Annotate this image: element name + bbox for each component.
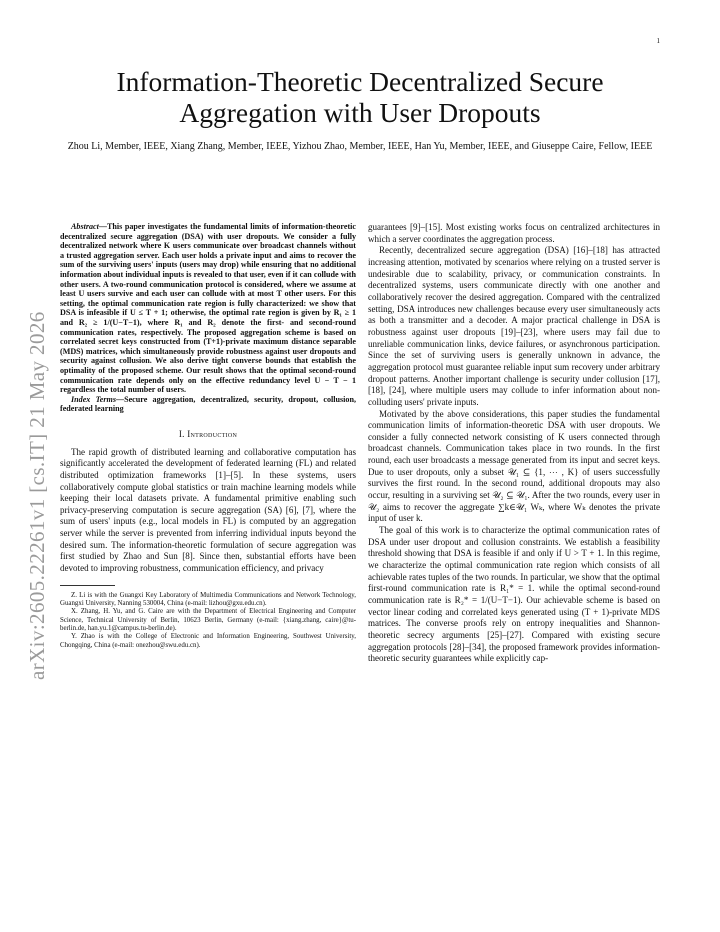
index-terms-label: Index Terms— [71,394,125,404]
paper-title: Information-Theoretic Decentralized Secure Aggregation with User Dropouts [116,66,604,128]
abstract-text: This paper investigates the fundamental limits of information-theoretic decentralized secure aggregation (DSA) with user dropouts. We consider a fully decentralized network where K users communicate over broadcast channels without a trusted aggregation server. Each user holds a private input and aims to recover the sum of the surviving users' inputs (users may drop) while ensuring that no additional information about individual inputs is revealed to that user, even if it can collude with other users. A two-round communication protocol is considered, where we assume at least U users survive and each user can collude with at most T other users. For this setting, the optimal communication rate region is fully characterized: we show that DSA is infeasible if U ≤ T + 1; otherwise, the optimal rate region is given by R₁ ≥ 1 and R₂ ≥ 1/(U−T−1), where R₁ and R₂ denote the first- and second-round communication rates, respectively. The proposed aggregation scheme is based on correlated secret keys constructed from (T+1)-private maximum distance separable (MDS) matrices, which simultaneously provide robustness against user dropouts and security against collusion. We also derive tight converse bounds that establish the optimality of the proposed scheme. Our result shows that the optimal second-round communication rate depends only on the effective redundancy level U − T − 1 regardless the total number of users. [60,222,356,395]
index-terms-text: Secure aggregation, decentralized, security, dropout, collusion, federated learning [60,394,357,414]
body-paragraph-motivation: Motivated by the above considerations, this paper studies the fundamental communication limits of information-theoretic DSA with user dropouts. We consider a fully connected network consisting of K users connected through broadcast channels. Communication takes place in two rounds. In the first round, each user broadcasts a message generated from its input and secret keys. Due to user dropouts, only a subset 𝒰₁ ⊆ {1, ⋯ , K} of users successfully survives the first round. In the second round, additional dropouts may also occur, resulting in a surviving set 𝒰₂ ⊆ 𝒰₁. After the two rounds, every user in 𝒰₂ aims to recover the aggregate ∑k∈𝒰₁ Wₖ, where Wₖ denotes the private input of user k. [368,408,660,524]
section-heading-introduction: I. Introduction [178,428,238,439]
arxiv-identifier-stamp: arXiv:2605.22261v1 [cs.IT] 21 May 2026 [25,311,49,680]
body-paragraph-goal: The goal of this work is to characterize the optimal communication rates of DSA under user dropout and collusion constraints. We establish a feasibility threshold showing that DSA is feasible if and only if U > T + 1. In this regime, we characterize the optimal communication rate region which consists of all achievable rates tuples of the two rounds. In particular, we show that the optimal first-round communication rate is R₁* = 1. while the optimal second-round communication rate is R₂* = 1/(U−T−1). Our achievable scheme is based on vector linear coding and correlated keys generated using (T + 1)-private MDS matrices. The converse proofs rely on entropy inequalities and Shannon-theoretic secrecy arguments [25]–[27]. Compared with existing secure aggregation protocols [28]–[34], the proposed framework provides information-theoretic security guarantees while explicitly cap- [368,525,660,664]
left-column [60,222,356,650]
index-terms [60,395,356,414]
footnote-affiliation-zhao: Y. Zhao is with the College of Electronic and Information Engineering, Southwest University, Chongqing, China (e-mail: onezhou@swu.edu.cn). [60,633,356,649]
abstract [60,222,356,395]
author-list: Zhou Li, Member, IEEE, Xiang Zhang, Member, IEEE, Yizhou Zhao, Member, IEEE, Han Yu, Member, IEEE, and Giuseppe Caire, Fellow, IEEE [67,141,653,152]
footnote-divider [60,585,115,586]
abstract-label: Abstract— [71,222,107,231]
body-paragraph-continued: guarantees [9]–[15]. Most existing works focus on centralized architectures in which a server coordinates the aggregation process. [368,222,660,244]
intro-paragraph: The rapid growth of distributed learning and collaborative computation has significantly accelerated the development of federated learning (FL) and related distributed optimization frameworks [1]–[5]. In these systems, users collaboratively compute global statistics or train machine learning models while keeping their local datasets private. A fundamental primitive enabling such privacy-preserving computation is secure aggregation (SA) [6], [7], where the sum of users' inputs (e.g., local models in FL) is computed by an aggregation server while the server is prevented from inferring individual inputs beyond the desired sum. The information-theoretic formulation of secure aggregation was first studied by Zhao and Sun [8]. Since then, substantial efforts have been devoted to improving robustness, communication efficiency, and privacy [60,446,356,574]
body-paragraph-dsa: Recently, decentralized secure aggregation (DSA) [16]–[18] has attracted increasing attention, motivated by scenarios where relying on a trusted server is undesirable due to scalability, privacy, or communication constraints. In decentralized systems, users communicate directly with one another and collaboratively recover the desired aggregation. Compared with the centralized setting, DSA introduces new challenges because every user simultaneously acts as both a transmitter and a decoder. A major practical challenge in DSA is robustness against user dropouts [19]–[23], where users may fail due to unreliable communication links, device failures, or asynchronous participation. Since the set of surviving users is generally unknown in advance, the aggregation protocol must guarantee reliable input sum recovery under arbitrary dropout patterns. Another important challenge is security under collusion [17], [18], [24], where multiple users may collude to infer information about non-colluding users' private inputs. [368,245,660,407]
footnote-affiliation-zhang-yu-caire: X. Zhang, H. Yu, and G. Caire are with the Department of Electrical Engineering and Computer Science, Technical University of Berlin, 10623 Berlin, Germany (e-mail: {xiang.zhang, caire}@tu-berlin.de, han.yu.1@campus.tu-berlin.de). [60,608,356,632]
footnote-affiliation-li: Z. Li is with the Guangxi Key Laboratory of Multimedia Communications and Network Technology, Guangxi University, Nanning 530004, China (e-mail: lizhou@gxu.edu.cn). [60,591,356,608]
page-number: 1 [656,37,660,45]
right-column [368,222,660,665]
